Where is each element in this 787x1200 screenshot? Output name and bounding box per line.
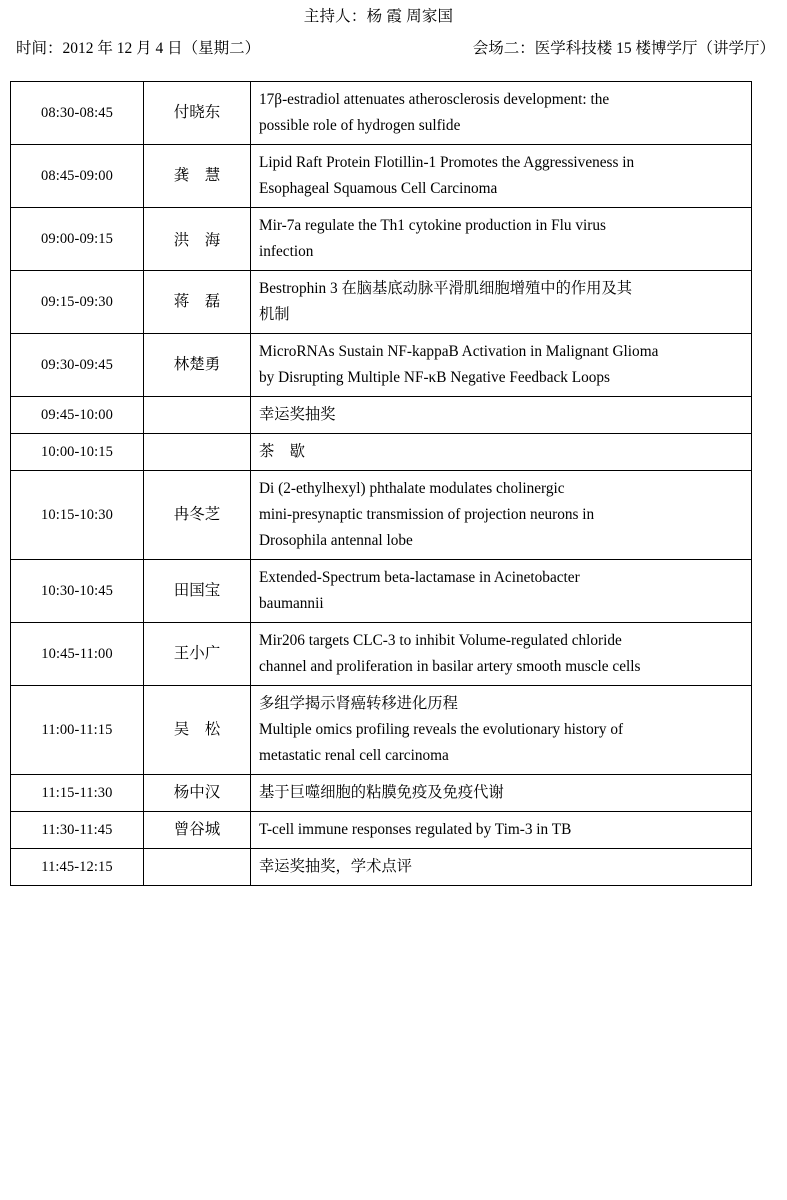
topic-title	[251, 145, 751, 207]
event-time: 时间：2012 年 12 月 4 日（星期二）	[16, 40, 261, 57]
topic-title	[251, 686, 751, 774]
topic-line: 幸运奖抽奖	[259, 406, 336, 423]
topic-cell	[251, 145, 752, 208]
session-time-cell	[11, 334, 144, 397]
session-time-cell	[11, 849, 144, 886]
topic-line: MicroRNAs Sustain NF-kappaB Activation in Malignant Glioma	[259, 343, 659, 360]
session-time: 09:45-10:00	[41, 406, 113, 423]
topic-line: Extended-Spectrum beta-lactamase in Acinetobacter	[259, 569, 580, 586]
topic-title	[251, 560, 751, 622]
table-row	[11, 471, 752, 560]
table-row	[11, 775, 752, 812]
topic-title	[251, 271, 751, 333]
session-time: 11:15-11:30	[41, 784, 113, 801]
topic-line: 幸运奖抽奖，学术点评	[259, 858, 412, 875]
session-time-cell	[11, 623, 144, 686]
speaker-name: 龚 慧	[173, 167, 221, 184]
session-time: 08:30-08:45	[41, 104, 113, 121]
session-time-cell	[11, 397, 144, 434]
speaker-cell	[144, 623, 251, 686]
speaker-name: 冉冬芝	[173, 506, 221, 523]
session-time: 10:30-10:45	[41, 582, 113, 599]
speaker-name: 田国宝	[173, 582, 221, 599]
speaker-cell	[144, 208, 251, 271]
host-line: 主持人：杨 霞 周家国	[303, 8, 454, 25]
session-time: 11:30-11:45	[41, 821, 113, 838]
speaker-cell	[144, 471, 251, 560]
table-row	[11, 686, 752, 775]
speaker-cell	[144, 849, 251, 886]
table-row	[11, 560, 752, 623]
topic-title	[251, 208, 751, 270]
session-time-cell	[11, 145, 144, 208]
topic-line: 17β-estradiol attenuates atherosclerosis development: the	[259, 91, 610, 108]
topic-cell	[251, 82, 752, 145]
topic-line: 机制	[259, 306, 290, 323]
speaker-cell	[144, 434, 251, 471]
topic-line: Multiple omics profiling reveals the evolutionary history of	[259, 721, 624, 738]
topic-cell	[251, 623, 752, 686]
session-time: 10:15-10:30	[41, 506, 113, 523]
topic-line: 多组学揭示肾癌转移进化历程	[259, 695, 458, 712]
speaker-name: 蒋 磊	[173, 293, 221, 310]
topic-cell	[251, 686, 752, 775]
topic-cell	[251, 434, 752, 471]
topic-title	[251, 434, 751, 470]
session-time-cell	[11, 82, 144, 145]
topic-line: possible role of hydrogen sulfide	[259, 117, 461, 134]
topic-title	[251, 397, 751, 433]
speaker-name: 付晓东	[173, 104, 221, 121]
session-time: 10:00-10:15	[41, 443, 113, 460]
table-row	[11, 82, 752, 145]
schedule-table	[10, 81, 752, 886]
speaker-cell	[144, 82, 251, 145]
topic-cell	[251, 812, 752, 849]
speaker-name: 曾谷城	[173, 821, 221, 838]
speaker-cell	[144, 334, 251, 397]
document-header	[0, 0, 787, 60]
topic-line: infection	[259, 243, 314, 260]
topic-line: Esophageal Squamous Cell Carcinoma	[259, 180, 498, 197]
topic-cell	[251, 397, 752, 434]
session-time-cell	[11, 471, 144, 560]
table-row	[11, 849, 752, 886]
topic-cell	[251, 849, 752, 886]
topic-cell	[251, 560, 752, 623]
speaker-cell	[144, 271, 251, 334]
topic-cell	[251, 471, 752, 560]
speaker-cell	[144, 560, 251, 623]
session-time: 08:45-09:00	[41, 167, 113, 184]
topic-cell	[251, 208, 752, 271]
topic-title	[251, 775, 751, 811]
table-row	[11, 434, 752, 471]
table-row	[11, 145, 752, 208]
table-row	[11, 208, 752, 271]
session-time-cell	[11, 812, 144, 849]
speaker-cell	[144, 775, 251, 812]
topic-line: mini-presynaptic transmission of projection neurons in	[259, 506, 595, 523]
session-time: 09:30-09:45	[41, 356, 113, 373]
session-time-cell	[11, 208, 144, 271]
session-time-cell	[11, 434, 144, 471]
table-row	[11, 623, 752, 686]
topic-line: Bestrophin 3 在脑基底动脉平滑肌细胞增殖中的作用及其	[259, 280, 633, 297]
schedule-table-body	[11, 82, 752, 886]
table-row	[11, 271, 752, 334]
session-time-cell	[11, 560, 144, 623]
topic-cell	[251, 271, 752, 334]
topic-title	[251, 623, 751, 685]
topic-line: by Disrupting Multiple NF-κB Negative Feedback Loops	[259, 369, 610, 386]
table-row	[11, 812, 752, 849]
schedule-table-wrapper	[10, 81, 751, 886]
topic-cell	[251, 775, 752, 812]
speaker-cell	[144, 812, 251, 849]
session-time: 10:45-11:00	[41, 645, 113, 662]
topic-line: T-cell immune responses regulated by Tim-3 in TB	[259, 821, 572, 838]
topic-line: Mir206 targets CLC-3 to inhibit Volume-regulated chloride	[259, 632, 622, 649]
speaker-name: 王小广	[173, 645, 221, 662]
speaker-cell	[144, 145, 251, 208]
topic-line: Di (2-ethylhexyl) phthalate modulates cholinergic	[259, 480, 565, 497]
topic-line: channel and proliferation in basilar artery smooth muscle cells	[259, 658, 641, 675]
speaker-name: 洪 海	[173, 231, 221, 249]
header-meta-row	[0, 38, 787, 60]
topic-line: Lipid Raft Protein Flotillin-1 Promotes the Aggressiveness in	[259, 154, 635, 171]
event-venue: 会场二：医学科技楼 15 楼博学厅（讲学厅）	[472, 40, 775, 57]
topic-title	[251, 471, 751, 559]
speaker-name: 林楚勇	[173, 356, 221, 373]
topic-line: 茶 歇	[259, 443, 305, 460]
topic-cell	[251, 334, 752, 397]
session-time-cell	[11, 271, 144, 334]
topic-line: 基于巨噬细胞的粘膜免疫及免疫代谢	[259, 784, 504, 801]
topic-line: Drosophila antennal lobe	[259, 532, 413, 549]
speaker-name: 杨中汉	[173, 784, 221, 801]
session-time: 09:15-09:30	[41, 293, 113, 310]
session-time-cell	[11, 775, 144, 812]
table-row	[11, 397, 752, 434]
topic-title	[251, 334, 751, 396]
speaker-name: 吴 松	[173, 721, 221, 738]
session-time: 09:00-09:15	[41, 230, 113, 247]
topic-title	[251, 849, 751, 885]
topic-title	[251, 82, 751, 144]
topic-line: baumannii	[259, 595, 324, 612]
topic-line: Mir-7a regulate the Th1 cytokine production in Flu virus	[259, 217, 606, 234]
session-time: 11:45-12:15	[41, 858, 113, 875]
speaker-cell	[144, 686, 251, 775]
session-time-cell	[11, 686, 144, 775]
table-row	[11, 334, 752, 397]
session-time: 11:00-11:15	[41, 721, 113, 738]
topic-title	[251, 812, 751, 848]
speaker-cell	[144, 397, 251, 434]
topic-line: metastatic renal cell carcinoma	[259, 747, 449, 764]
